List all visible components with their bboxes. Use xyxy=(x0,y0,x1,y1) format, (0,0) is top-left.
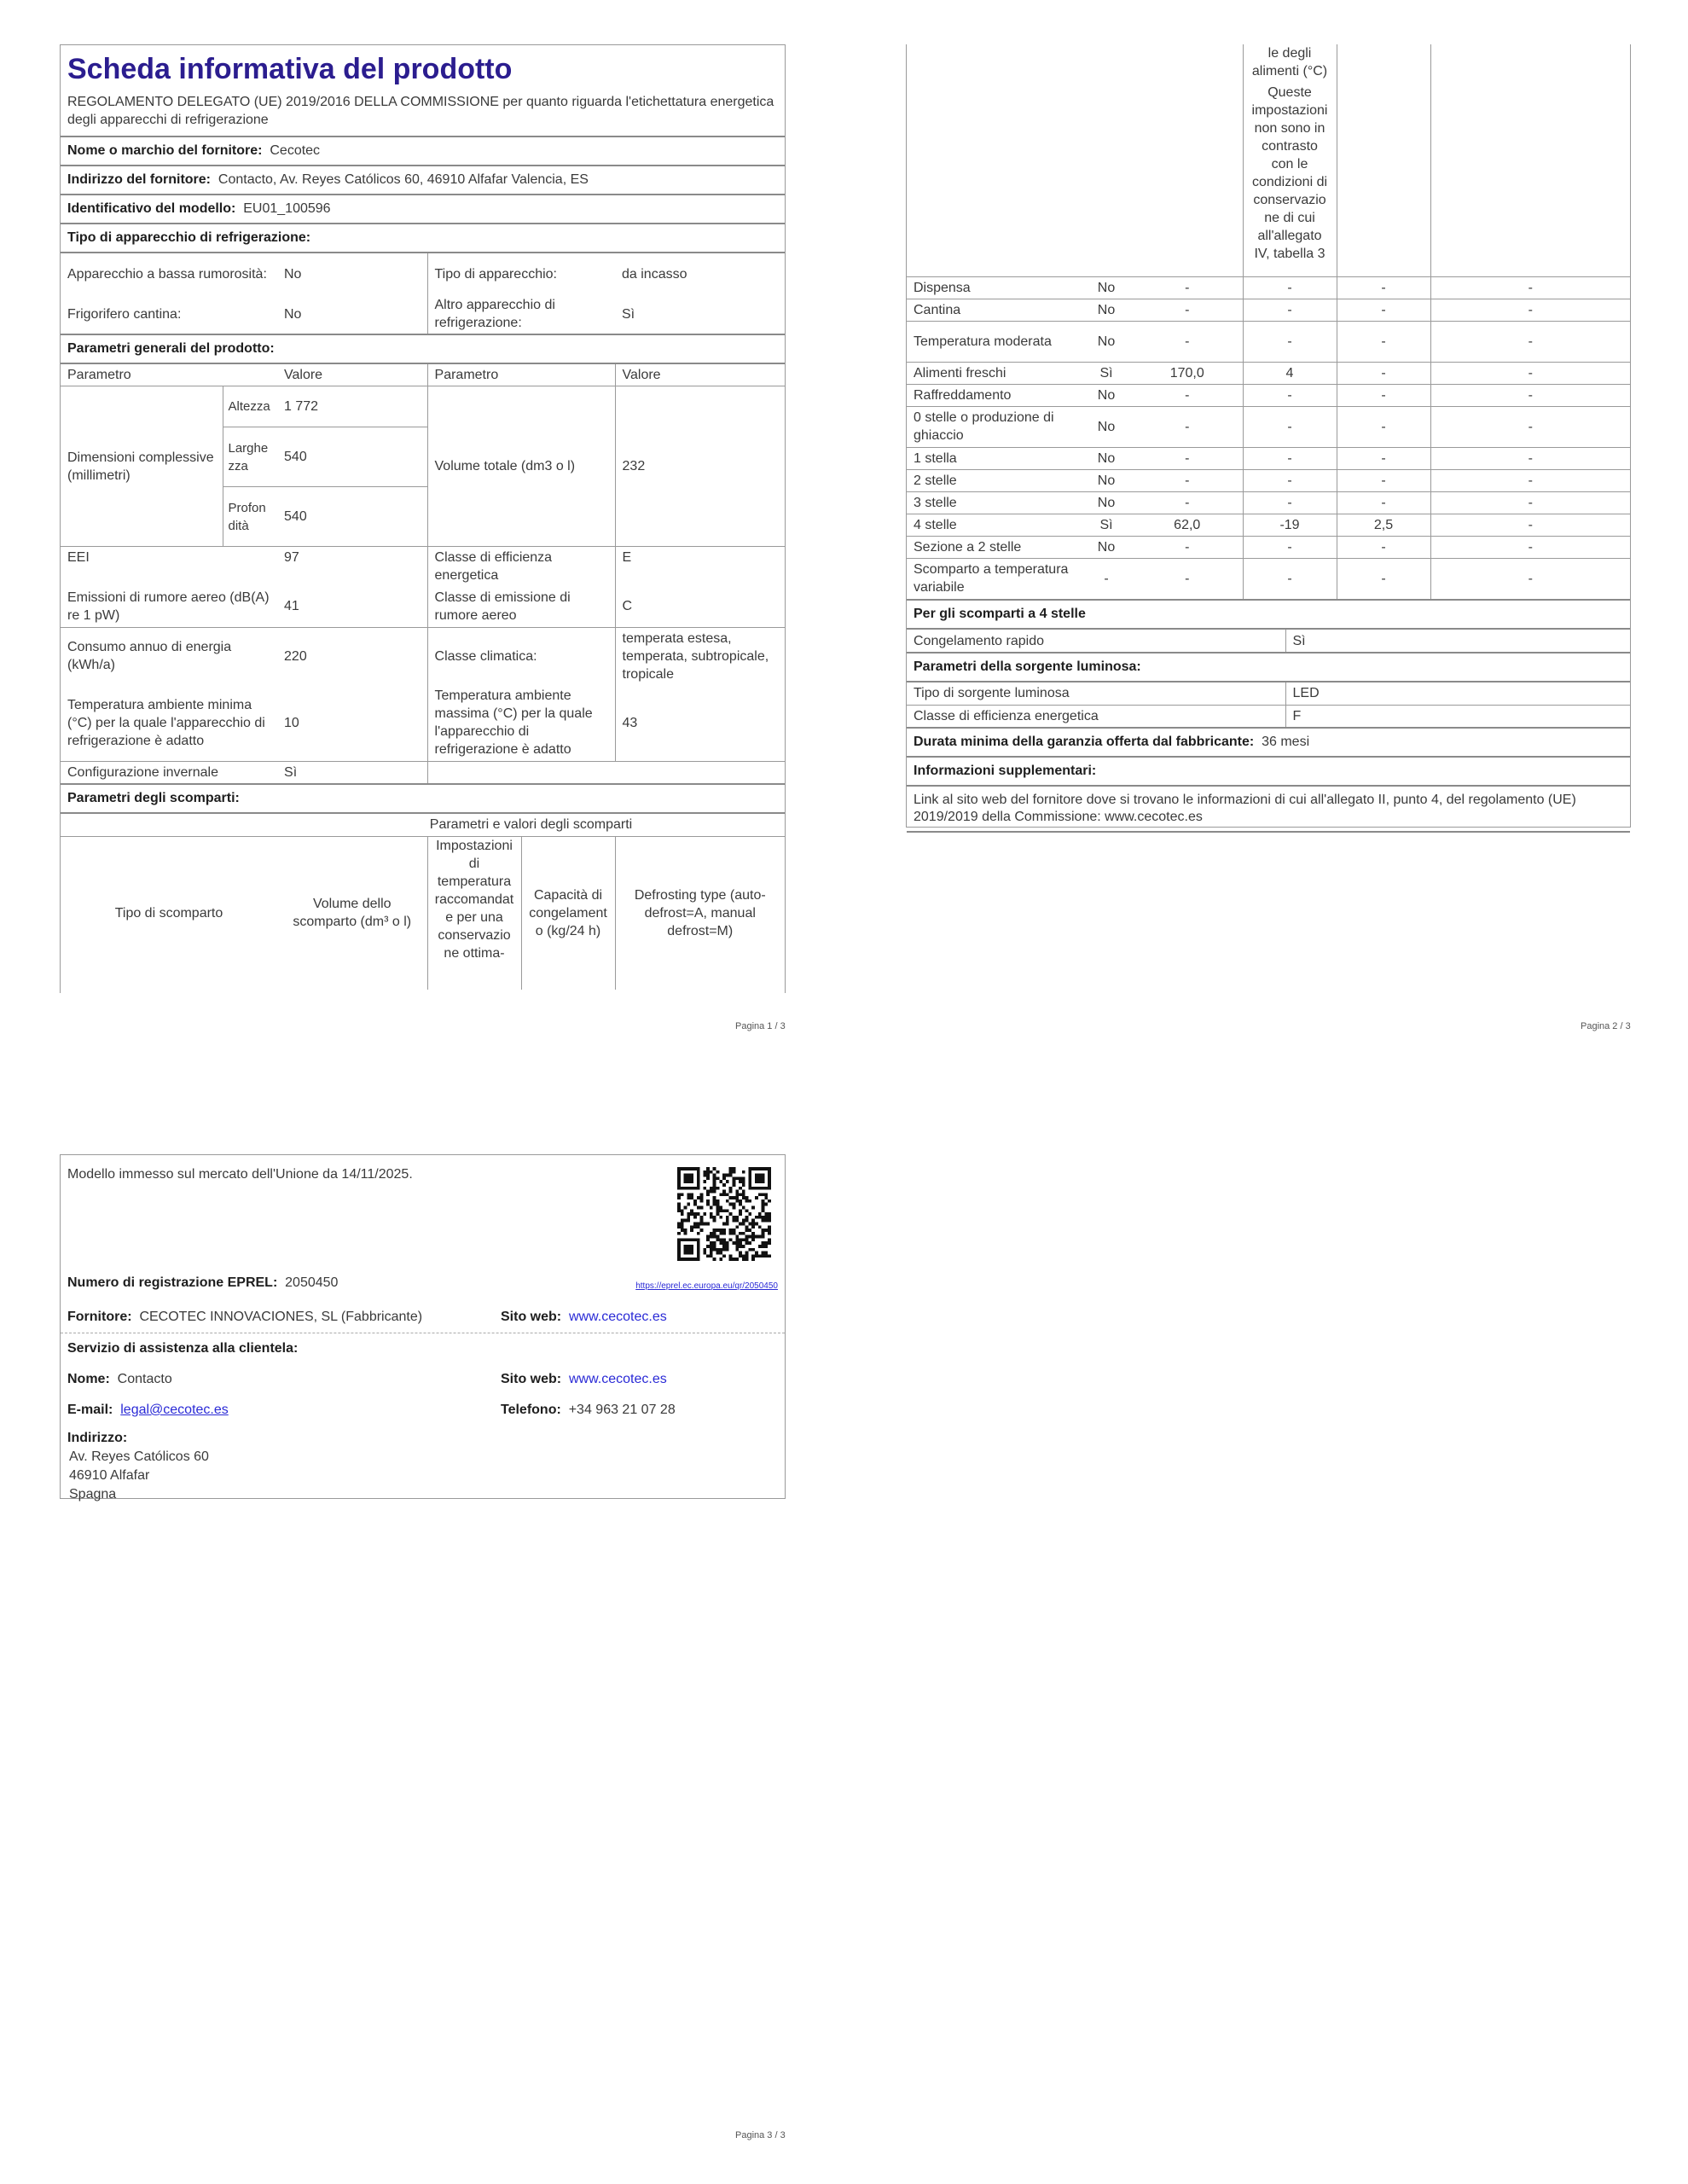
width-label: Larghezza xyxy=(223,427,277,487)
compartment-temp: - xyxy=(1243,469,1337,491)
compartment-defrost: - xyxy=(1430,276,1630,299)
compartment-freeze: - xyxy=(1337,406,1430,447)
compartment-volume: - xyxy=(1132,276,1243,299)
compartment-name: 1 stella xyxy=(907,447,1081,469)
comp-col-volume: Volume dello scomparto (dm³ o l) xyxy=(277,836,427,990)
compartment-present: No xyxy=(1081,299,1132,321)
compartment-freeze: - xyxy=(1337,558,1430,599)
compartment-freeze: - xyxy=(1337,321,1430,362)
contact-name-row xyxy=(61,1364,785,1395)
compartments-section-header: Parametri degli scomparti: xyxy=(61,783,785,814)
compartment-temp: - xyxy=(1243,299,1337,321)
service-section-header xyxy=(61,1333,785,1364)
depth-label: Profondità xyxy=(223,487,277,547)
qr-code-icon[interactable] xyxy=(677,1167,771,1261)
compartment-present: No xyxy=(1081,469,1132,491)
volume-value: 232 xyxy=(622,459,646,473)
compartment-name: Dispensa xyxy=(907,276,1081,299)
compartment-name: Temperatura moderata xyxy=(907,321,1081,362)
light-type-value: LED xyxy=(1292,686,1320,701)
service-section-title: Servizio di assistenza alla clientela: xyxy=(67,1341,299,1356)
compartment-volume: - xyxy=(1132,406,1243,447)
compartment-volume: - xyxy=(1132,491,1243,514)
compartment-present: No xyxy=(1081,536,1132,558)
compartment-freeze: 2,5 xyxy=(1337,514,1430,536)
page-3 xyxy=(60,1154,786,1502)
compartment-present: Sì xyxy=(1081,362,1132,384)
compartment-freeze: - xyxy=(1337,536,1430,558)
fast-freeze-table xyxy=(907,630,1630,652)
four-star-section-header: Per gli scomparti a 4 stelle xyxy=(907,599,1630,630)
phone-value: +34 963 21 07 28 xyxy=(568,1403,676,1417)
compartment-temp: - xyxy=(1243,536,1337,558)
compartment-row xyxy=(907,362,1630,384)
compartment-row xyxy=(907,491,1630,514)
compartment-volume: - xyxy=(1132,384,1243,406)
supplier-label: Nome o marchio del fornitore: xyxy=(67,143,263,158)
wine-cooler-label: Frigorifero cantina: xyxy=(67,306,182,322)
compartment-temp: 4 xyxy=(1243,362,1337,384)
comp-temp-header-note: Queste impostazioni non sono in contrasto con le condizioni di conservazione di cui all'allegato IV, tabella 3 xyxy=(1251,85,1328,261)
address-line-1: Av. Reyes Católicos 60 xyxy=(69,1449,209,1464)
compartment-temp: - xyxy=(1243,276,1337,299)
compartment-name: 0 stelle o produzione di ghiaccio xyxy=(907,406,1081,447)
compartment-row xyxy=(907,321,1630,362)
compartment-defrost: - xyxy=(1430,514,1630,536)
eprel-value: 2050450 xyxy=(285,1275,339,1290)
height-label: Altezza xyxy=(223,386,277,427)
low-noise-value: No xyxy=(277,253,427,294)
compartment-volume: - xyxy=(1132,469,1243,491)
eei-label: EEI xyxy=(61,547,277,587)
market-text: Modello immesso sul mercato dell'Unione da 14/11/2025. xyxy=(67,1167,413,1182)
type-section-header: Tipo di apparecchio di refrigerazione: xyxy=(61,224,785,253)
compartment-volume: - xyxy=(1132,321,1243,362)
website-link[interactable]: www.cecotec.es xyxy=(569,1310,667,1324)
compartment-name: 2 stelle xyxy=(907,469,1081,491)
phone-label: Telefono: xyxy=(501,1403,561,1417)
other-appliance-value: Sì xyxy=(622,306,635,322)
compartment-temp: - xyxy=(1243,491,1337,514)
compartment-name: 4 stelle xyxy=(907,514,1081,536)
light-source-table xyxy=(907,682,1630,727)
compartment-row xyxy=(907,299,1630,321)
tmin-value: 10 xyxy=(277,685,427,762)
energy-class-label: Classe di efficienza energetica xyxy=(427,547,615,587)
comp-col-type: Tipo di scomparto xyxy=(61,836,277,990)
warranty-value: 36 mesi xyxy=(1262,735,1310,749)
compartment-defrost: - xyxy=(1430,558,1630,599)
compartment-defrost: - xyxy=(1430,362,1630,384)
compartment-name: Sezione a 2 stelle xyxy=(907,536,1081,558)
compartment-defrost: - xyxy=(1430,491,1630,514)
extra-info-text: Link al sito web del fornitore dove si trovano le informazioni di cui all'allegato II, punto 4, del regolamento (UE) 2019/2019 della Commissione: www.cecotec.es xyxy=(907,787,1630,833)
compartment-freeze: - xyxy=(1337,276,1430,299)
compartment-temp: - xyxy=(1243,406,1337,447)
warranty-label: Durata minima della garanzia offerta dal fabbricante: xyxy=(914,735,1255,749)
email-row xyxy=(61,1395,785,1426)
website-label: Sito web: xyxy=(501,1310,562,1324)
noise-value: 41 xyxy=(277,586,427,627)
model-label: Identificativo del modello: xyxy=(67,201,236,216)
eei-value: 97 xyxy=(277,547,427,587)
page-2 xyxy=(906,44,1631,828)
low-noise-label: Apparecchio a bassa rumorosità: xyxy=(67,266,267,282)
noise-label: Emissioni di rumore aereo (dB(A) re 1 pW) xyxy=(67,590,270,623)
compartment-present: No xyxy=(1081,321,1132,362)
light-type-label: Tipo di sorgente luminosa xyxy=(907,682,1285,705)
compartment-present: Sì xyxy=(1081,514,1132,536)
compartment-present: No xyxy=(1081,406,1132,447)
supplier-field xyxy=(61,137,785,166)
compartment-temp: -19 xyxy=(1243,514,1337,536)
extra-info-section-header: Informazioni supplementari: xyxy=(907,758,1630,787)
height-value: 1 772 xyxy=(277,386,427,427)
appliance-type-label: Tipo di apparecchio: xyxy=(434,266,557,282)
comp-temp-header-cont: le degli alimenti (°C) xyxy=(1251,46,1328,78)
address3-label: Indirizzo: xyxy=(67,1431,128,1445)
compartment-freeze: - xyxy=(1337,469,1430,491)
light-class-value: F xyxy=(1285,705,1630,727)
address-field xyxy=(61,166,785,195)
page-number-2: Pagina 2 / 3 xyxy=(1581,1021,1631,1031)
website2-label: Sito web: xyxy=(501,1372,562,1386)
compartment-temp: - xyxy=(1243,558,1337,599)
supplier3-label: Fornitore: xyxy=(67,1310,132,1324)
compartments-header-table xyxy=(61,814,785,990)
compartment-volume: - xyxy=(1132,558,1243,599)
eprel-label: Numero di registrazione EPREL: xyxy=(67,1275,278,1290)
compartment-defrost: - xyxy=(1430,406,1630,447)
appliance-type-table xyxy=(61,253,785,334)
supplier-value: Cecotec xyxy=(270,143,321,158)
comp-col-temp: Impostazioni di temperatura raccomandate per una conservazione ottima- xyxy=(427,836,521,990)
supplier-row xyxy=(61,1302,785,1333)
address-label: Indirizzo del fornitore: xyxy=(67,172,211,187)
compartment-freeze: - xyxy=(1337,447,1430,469)
dimensions-label: Dimensioni complessive (millimetri) xyxy=(67,450,214,483)
compartment-volume: 62,0 xyxy=(1132,514,1243,536)
compartment-row xyxy=(907,447,1630,469)
compartment-name: Alimenti freschi xyxy=(907,362,1081,384)
compartment-present: - xyxy=(1081,558,1132,599)
climate-class-label: Classe climatica: xyxy=(427,627,615,685)
address-line-3: Spagna xyxy=(69,1487,117,1502)
address-line-2: 46910 Alfafar xyxy=(69,1468,150,1483)
compartment-present: No xyxy=(1081,447,1132,469)
tmin-label: Temperatura ambiente minima (°C) per la quale l'apparecchio di refrigerazione è adatto xyxy=(67,697,265,748)
address-block xyxy=(61,1426,785,1507)
page-1 xyxy=(60,44,786,993)
winter-config-value: Sì xyxy=(277,762,427,784)
address-value: Contacto, Av. Reyes Católicos 60, 46910 Alfafar Valencia, ES xyxy=(218,172,589,187)
compartment-volume: - xyxy=(1132,536,1243,558)
comp-col-freeze: Capacità di congelamento (kg/24 h) xyxy=(521,836,615,990)
comp-col-defrost: Defrosting type (auto-defrost=A, manual defrost=M) xyxy=(615,836,785,990)
compartment-defrost: - xyxy=(1430,321,1630,362)
eprel-link[interactable]: https://eprel.ec.europa.eu/qr/2050450 xyxy=(635,1281,778,1291)
compartment-volume: - xyxy=(1132,299,1243,321)
compartment-name: 3 stelle xyxy=(907,491,1081,514)
compartment-freeze: - xyxy=(1337,362,1430,384)
light-section-header: Parametri della sorgente luminosa: xyxy=(907,652,1630,682)
model-field xyxy=(61,195,785,224)
noise-class-label: Classe di emissione di rumore aereo xyxy=(427,586,615,627)
compartment-present: No xyxy=(1081,276,1132,299)
website2-link[interactable]: www.cecotec.es xyxy=(569,1372,667,1386)
climate-class-value: temperata estesa, temperata, subtropicale, tropicale xyxy=(615,627,785,685)
compartment-volume: - xyxy=(1132,447,1243,469)
model-value: EU01_100596 xyxy=(243,201,331,216)
light-class-label: Classe di efficienza energetica xyxy=(907,705,1285,727)
winter-config-label: Configurazione invernale xyxy=(61,762,277,784)
depth-value: 540 xyxy=(277,487,427,547)
col-header-param-2: Parametro xyxy=(427,364,615,386)
warranty-field xyxy=(907,727,1630,758)
col-header-param: Parametro xyxy=(61,364,277,386)
compartment-row xyxy=(907,406,1630,447)
compartment-freeze: - xyxy=(1337,384,1430,406)
compartment-row xyxy=(907,384,1630,406)
fast-freeze-label: Congelamento rapido xyxy=(907,630,1285,652)
consumption-value: 220 xyxy=(277,627,427,685)
compartment-temp: - xyxy=(1243,384,1337,406)
compartment-volume: 170,0 xyxy=(1132,362,1243,384)
compartment-freeze: - xyxy=(1337,491,1430,514)
width-value: 540 xyxy=(277,427,427,487)
eprel-row xyxy=(61,1269,785,1302)
compartment-defrost: - xyxy=(1430,384,1630,406)
compartment-name: Cantina xyxy=(907,299,1081,321)
energy-class-value: E xyxy=(615,547,785,587)
tmax-value: 43 xyxy=(622,715,638,730)
compartment-row xyxy=(907,558,1630,599)
other-appliance-label: Altro apparecchio di refrigerazione: xyxy=(434,298,555,330)
compartment-defrost: - xyxy=(1430,469,1630,491)
noise-class-value: C xyxy=(622,599,633,614)
compartment-defrost: - xyxy=(1430,536,1630,558)
regulation-text: REGOLAMENTO DELEGATO (UE) 2019/2016 DELLA COMMISSIONE per quanto riguarda l'etichettatura energetica degli apparecchi di refrigerazione xyxy=(61,88,785,137)
compartment-row xyxy=(907,514,1630,536)
compartment-defrost: - xyxy=(1430,447,1630,469)
email-label: E-mail: xyxy=(67,1403,113,1417)
email-link[interactable]: legal@cecotec.es xyxy=(120,1403,229,1417)
appliance-type-value: da incasso xyxy=(622,266,687,282)
compartment-defrost: - xyxy=(1430,299,1630,321)
tmax-label: Temperatura ambiente massima (°C) per la quale l'apparecchio di refrigerazione è adatto xyxy=(427,685,615,762)
general-section-header: Parametri generali del prodotto: xyxy=(61,334,785,364)
compartment-row xyxy=(907,276,1630,299)
volume-label: Volume totale (dm3 o l) xyxy=(427,386,615,547)
supplier3-value: CECOTEC INNOVACIONES, SL (Fabbricante) xyxy=(139,1310,423,1324)
compartment-present: No xyxy=(1081,384,1132,406)
col-header-value-2: Valore xyxy=(615,364,785,386)
compartment-row xyxy=(907,536,1630,558)
compartments-group-header: Parametri e valori degli scomparti xyxy=(429,817,633,833)
page-number-3: Pagina 3 / 3 xyxy=(735,2130,786,2140)
page-number-1: Pagina 1 / 3 xyxy=(735,1021,786,1031)
wine-cooler-value: No xyxy=(277,294,427,334)
compartments-table xyxy=(907,44,1630,599)
contact-name-label: Nome: xyxy=(67,1372,110,1386)
compartment-freeze: - xyxy=(1337,299,1430,321)
general-params-table xyxy=(61,364,785,783)
col-header-value: Valore xyxy=(277,364,427,386)
page-title: Scheda informativa del prodotto xyxy=(67,53,513,85)
compartment-present: No xyxy=(1081,491,1132,514)
compartment-temp: - xyxy=(1243,321,1337,362)
compartment-name: Scomparto a temperatura variabile xyxy=(907,558,1081,599)
contact-name-value: Contacto xyxy=(117,1372,172,1386)
consumption-label: Consumo annuo di energia (kWh/a) xyxy=(61,627,277,685)
compartment-row xyxy=(907,469,1630,491)
compartment-temp: - xyxy=(1243,447,1337,469)
compartment-name: Raffreddamento xyxy=(907,384,1081,406)
fast-freeze-value: Sì xyxy=(1292,633,1306,648)
